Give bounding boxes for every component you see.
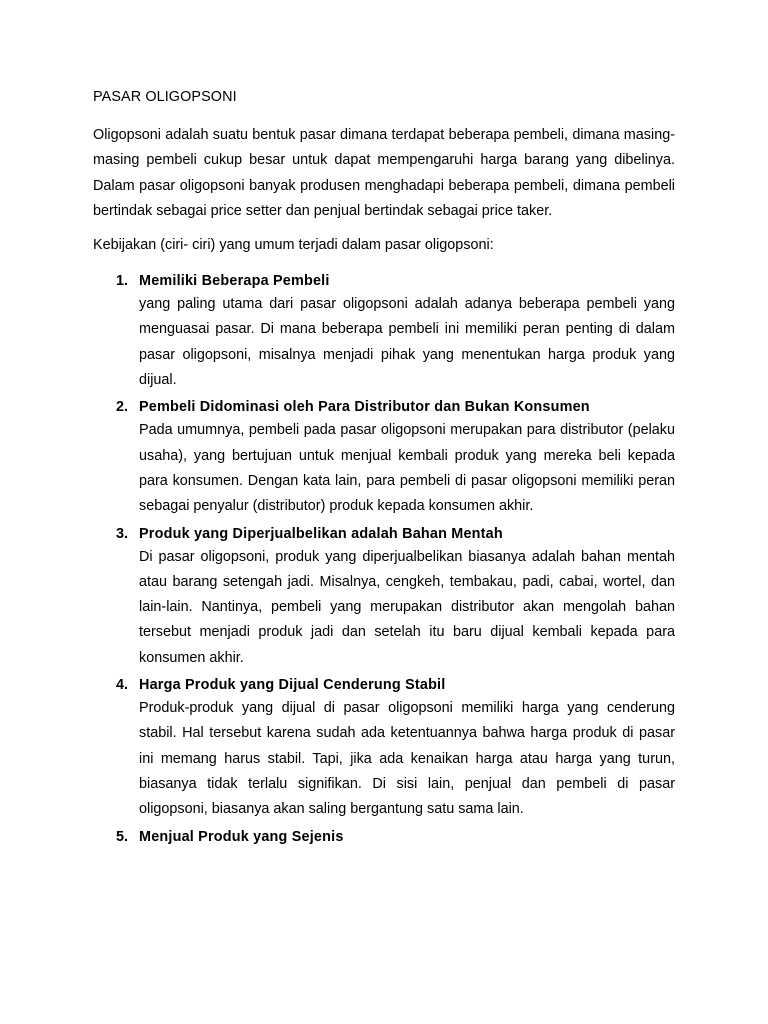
definition-paragraph: Oligopsoni adalah suatu bentuk pasar dimana terdapat beberapa pembeli, dimana masing-masing pembeli cukup besar untuk dapat mempengaruhi harga barang yang dibelinya. Dalam pasar oligopsoni banyak produsen menghadapi beberapa pembeli, dimana pembeli bertindak sebagai price setter dan penjual bertindak sebagai price taker. — [93, 127, 675, 219]
list-item-heading: Memiliki Beberapa Pembeli — [139, 273, 330, 290]
list-item-body: Pada umumnya, pembeli pada pasar oligopsoni merupakan para distributor (pelaku usaha), yang bertujuan untuk menjual kembali produk yang mereka beli kepada para konsumen. Dengan kata lain, para pembeli di pasar oligopsoni memiliki peran sebagai penyalur (distributor) produk kepada konsumen akhir. — [139, 422, 675, 515]
list-item — [93, 827, 675, 847]
characteristics-list — [93, 271, 675, 846]
list-item-number: 1. — [116, 273, 129, 290]
list-item-heading: Pembeli Didominasi oleh Para Distributor dan Bukan Konsumen — [139, 399, 590, 416]
document-title: PASAR OLIGOPSONI — [93, 89, 237, 105]
document-page — [93, 87, 675, 851]
list-item-body: yang paling utama dari pasar oligopsoni adalah adanya beberapa pembeli yang menguasai pasar. Di mana beberapa pembeli ini memiliki peran penting di dalam pasar oligopsoni, misalnya menjadi pihak yang menentukan harga produk yang dijual. — [139, 296, 675, 389]
list-item — [93, 524, 675, 671]
list-item-body: Produk-produk yang dijual di pasar oligopsoni memiliki harga yang cenderung stabil. Hal tersebut karena sudah ada ketentuannya bahwa harga produk di pasar ini memang harus stabil. Tapi, jika ada kenaikan harga atau harga yang turun, biasanya tidak terlalu signifikan. Di sisi lain, penjual dan pembeli di pasar oligopsoni, biasanya akan saling bergantung satu sama lain. — [139, 700, 675, 818]
list-item-number: 4. — [116, 677, 129, 694]
list-item-number: 3. — [116, 525, 129, 542]
list-item-heading: Produk yang Diperjualbelikan adalah Bahan Mentah — [139, 525, 503, 542]
list-item — [93, 397, 675, 519]
list-item-heading: Menjual Produk yang Sejenis — [139, 828, 344, 845]
list-item-number: 2. — [116, 399, 129, 416]
intro-paragraph: Kebijakan (ciri- ciri) yang umum terjadi dalam pasar oligopsoni: — [93, 237, 494, 254]
list-item-number: 5. — [116, 828, 129, 845]
list-item-heading: Harga Produk yang Dijual Cenderung Stabil — [139, 677, 446, 694]
list-item-body: Di pasar oligopsoni, produk yang diperjualbelikan biasanya adalah bahan mentah atau barang setengah jadi. Misalnya, cengkeh, tembakau, padi, cabai, wortel, dan lain-lain. Nantinya, pembeli yang merupakan distributor akan mengolah bahan tersebut menjadi produk jadi dan setelah itu baru dijual kembali kepada para konsumen akhir. — [139, 548, 675, 666]
list-item — [93, 675, 675, 822]
list-item — [93, 271, 675, 393]
